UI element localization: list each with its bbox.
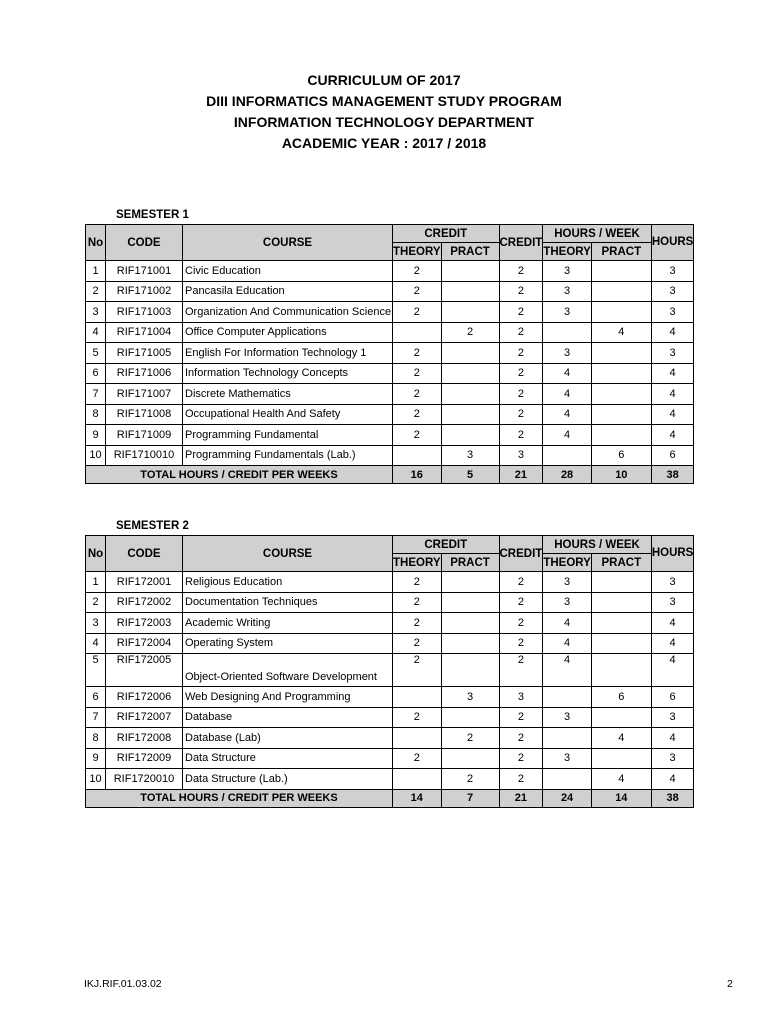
cell-credit-pract: 3 bbox=[441, 445, 499, 466]
cell-course: Civic Education bbox=[183, 261, 393, 282]
total-hours-theory: 24 bbox=[543, 789, 592, 807]
cell-hours: 3 bbox=[651, 343, 694, 364]
semester-1-table bbox=[85, 224, 694, 484]
cell-hours: 3 bbox=[651, 572, 694, 593]
cell-no: 2 bbox=[86, 592, 106, 613]
cell-credit-theory: 2 bbox=[393, 404, 442, 425]
cell-hours: 4 bbox=[651, 654, 694, 687]
cell-credit: 2 bbox=[499, 425, 543, 446]
cell-credit-pract: 2 bbox=[441, 728, 499, 749]
cell-hours: 3 bbox=[651, 302, 694, 323]
cell-hours: 3 bbox=[651, 281, 694, 302]
cell-credit: 2 bbox=[499, 322, 543, 343]
cell-course: Database (Lab) bbox=[183, 728, 393, 749]
cell-course: Programming Fundamentals (Lab.) bbox=[183, 445, 393, 466]
cell-hours-pract bbox=[591, 572, 651, 593]
cell-credit-pract bbox=[441, 425, 499, 446]
cell-no: 7 bbox=[86, 384, 106, 405]
cell-credit-pract bbox=[441, 281, 499, 302]
col-credit-pract: PRACT bbox=[441, 243, 499, 261]
semester-1-label: SEMESTER 1 bbox=[116, 209, 189, 221]
total-credit-pract: 5 bbox=[441, 466, 499, 484]
cell-hours-pract bbox=[591, 384, 651, 405]
cell-credit: 2 bbox=[499, 281, 543, 302]
table-row bbox=[86, 769, 694, 790]
cell-credit: 2 bbox=[499, 384, 543, 405]
cell-credit-theory: 2 bbox=[393, 261, 442, 282]
cell-course: Academic Writing bbox=[183, 613, 393, 634]
table-row bbox=[86, 363, 694, 384]
cell-credit-pract bbox=[441, 363, 499, 384]
table-row bbox=[86, 633, 694, 654]
cell-code: RIF171002 bbox=[106, 281, 183, 302]
cell-credit-theory bbox=[393, 687, 442, 708]
cell-hours: 4 bbox=[651, 322, 694, 343]
cell-credit-pract bbox=[441, 613, 499, 634]
cell-hours: 3 bbox=[651, 707, 694, 728]
cell-hours-theory bbox=[543, 687, 592, 708]
title-line-1: CURRICULUM OF 2017 bbox=[307, 72, 461, 88]
cell-code: RIF172005 bbox=[106, 654, 183, 687]
cell-code: RIF171008 bbox=[106, 404, 183, 425]
page-number: 2 bbox=[727, 978, 733, 990]
cell-credit: 2 bbox=[499, 592, 543, 613]
col-code: CODE bbox=[106, 225, 183, 261]
cell-code: RIF172001 bbox=[106, 572, 183, 593]
table-row bbox=[86, 322, 694, 343]
cell-course: Discrete Mathematics bbox=[183, 384, 393, 405]
cell-course: Religious Education bbox=[183, 572, 393, 593]
total-credit-theory: 16 bbox=[393, 466, 442, 484]
cell-no: 7 bbox=[86, 707, 106, 728]
cell-hours-pract bbox=[591, 425, 651, 446]
cell-hours: 6 bbox=[651, 445, 694, 466]
title-line-2: DIII INFORMATICS MANAGEMENT STUDY PROGRAM bbox=[206, 93, 562, 109]
col-hours-pract: PRACT bbox=[591, 243, 651, 261]
cell-credit-pract bbox=[441, 748, 499, 769]
cell-hours: 3 bbox=[651, 261, 694, 282]
cell-hours-pract: 4 bbox=[591, 769, 651, 790]
total-row bbox=[86, 466, 694, 484]
cell-credit-pract bbox=[441, 302, 499, 323]
cell-no: 2 bbox=[86, 281, 106, 302]
semester-2-label: SEMESTER 2 bbox=[116, 520, 189, 532]
cell-credit: 2 bbox=[499, 748, 543, 769]
col-credit-theory: THEORY bbox=[393, 243, 442, 261]
cell-hours-theory: 3 bbox=[543, 592, 592, 613]
title-line-3: INFORMATION TECHNOLOGY DEPARTMENT bbox=[233, 114, 535, 130]
cell-hours-theory: 4 bbox=[543, 613, 592, 634]
cell-course: Documentation Techniques bbox=[183, 592, 393, 613]
cell-no: 4 bbox=[86, 322, 106, 343]
cell-hours-pract bbox=[591, 592, 651, 613]
col-course: COURSE bbox=[183, 225, 393, 261]
cell-credit: 2 bbox=[499, 613, 543, 634]
col-hours-theory: THEORY bbox=[543, 243, 592, 261]
total-hours-theory: 28 bbox=[543, 466, 592, 484]
cell-course: Data Structure (Lab.) bbox=[183, 769, 393, 790]
cell-hours: 4 bbox=[651, 404, 694, 425]
cell-hours-theory: 3 bbox=[543, 748, 592, 769]
cell-hours-pract: 4 bbox=[591, 728, 651, 749]
cell-credit: 2 bbox=[499, 728, 543, 749]
cell-hours: 4 bbox=[651, 613, 694, 634]
cell-course: Programming Fundamental bbox=[183, 425, 393, 446]
table-row bbox=[86, 445, 694, 466]
cell-hours-pract: 4 bbox=[591, 322, 651, 343]
cell-credit: 2 bbox=[499, 572, 543, 593]
col-credit-group: CREDIT bbox=[393, 225, 500, 243]
cell-credit: 2 bbox=[499, 633, 543, 654]
cell-credit: 3 bbox=[499, 445, 543, 466]
col-hours-week-group: HOURS / WEEK bbox=[543, 536, 652, 554]
cell-credit-theory: 2 bbox=[393, 633, 442, 654]
table-row bbox=[86, 592, 694, 613]
cell-hours: 4 bbox=[651, 363, 694, 384]
cell-hours-theory: 3 bbox=[543, 707, 592, 728]
cell-code: RIF171006 bbox=[106, 363, 183, 384]
cell-hours: 6 bbox=[651, 687, 694, 708]
cell-code: RIF1720010 bbox=[106, 769, 183, 790]
cell-hours-pract bbox=[591, 633, 651, 654]
table-row bbox=[86, 425, 694, 446]
cell-credit: 2 bbox=[499, 654, 543, 687]
semester-2-table bbox=[85, 535, 694, 808]
cell-course: English For Information Technology 1 bbox=[183, 343, 393, 364]
cell-hours-theory bbox=[543, 769, 592, 790]
col-no: No bbox=[86, 536, 106, 572]
cell-code: RIF172007 bbox=[106, 707, 183, 728]
cell-no: 10 bbox=[86, 769, 106, 790]
col-credit-pract: PRACT bbox=[441, 554, 499, 572]
cell-code: RIF1710010 bbox=[106, 445, 183, 466]
table-row bbox=[86, 261, 694, 282]
col-code: CODE bbox=[106, 536, 183, 572]
table-row bbox=[86, 572, 694, 593]
cell-code: RIF172004 bbox=[106, 633, 183, 654]
cell-course: Data Structure bbox=[183, 748, 393, 769]
cell-no: 1 bbox=[86, 572, 106, 593]
col-credit: CREDIT bbox=[499, 536, 543, 572]
total-credit: 21 bbox=[499, 466, 543, 484]
cell-code: RIF172003 bbox=[106, 613, 183, 634]
cell-hours-pract bbox=[591, 707, 651, 728]
table-row bbox=[86, 654, 694, 687]
cell-credit: 2 bbox=[499, 707, 543, 728]
cell-credit-theory: 2 bbox=[393, 613, 442, 634]
cell-hours-theory: 3 bbox=[543, 343, 592, 364]
col-hours-week-group: HOURS / WEEK bbox=[543, 225, 652, 243]
header-row-1 bbox=[86, 536, 694, 554]
cell-no: 1 bbox=[86, 261, 106, 282]
total-row bbox=[86, 789, 694, 807]
table-row bbox=[86, 748, 694, 769]
cell-hours-pract: 6 bbox=[591, 445, 651, 466]
cell-credit-theory: 2 bbox=[393, 572, 442, 593]
cell-code: RIF171001 bbox=[106, 261, 183, 282]
total-hours-pract: 10 bbox=[591, 466, 651, 484]
cell-hours-pract bbox=[591, 363, 651, 384]
cell-hours-theory: 4 bbox=[543, 384, 592, 405]
cell-no: 10 bbox=[86, 445, 106, 466]
document-code: IKJ.RIF.01.03.02 bbox=[84, 978, 162, 990]
cell-credit-theory bbox=[393, 445, 442, 466]
total-label: TOTAL HOURS / CREDIT PER WEEKS bbox=[86, 789, 393, 807]
cell-credit-theory: 2 bbox=[393, 425, 442, 446]
cell-code: RIF172002 bbox=[106, 592, 183, 613]
cell-hours-theory: 3 bbox=[543, 572, 592, 593]
cell-no: 6 bbox=[86, 363, 106, 384]
cell-credit: 2 bbox=[499, 302, 543, 323]
title-line-4: ACADEMIC YEAR : 2017 / 2018 bbox=[281, 135, 487, 151]
cell-hours-pract bbox=[591, 281, 651, 302]
cell-hours-theory: 3 bbox=[543, 261, 592, 282]
cell-code: RIF171005 bbox=[106, 343, 183, 364]
cell-credit-theory: 2 bbox=[393, 281, 442, 302]
total-hours-pract: 14 bbox=[591, 789, 651, 807]
cell-hours: 4 bbox=[651, 728, 694, 749]
cell-no: 5 bbox=[86, 654, 106, 687]
cell-credit-pract bbox=[441, 343, 499, 364]
cell-code: RIF172008 bbox=[106, 728, 183, 749]
cell-course: Database bbox=[183, 707, 393, 728]
cell-no: 3 bbox=[86, 613, 106, 634]
cell-hours-theory: 3 bbox=[543, 281, 592, 302]
col-credit-theory: THEORY bbox=[393, 554, 442, 572]
table-row bbox=[86, 613, 694, 634]
cell-hours-pract bbox=[591, 654, 651, 687]
cell-hours: 4 bbox=[651, 769, 694, 790]
cell-code: RIF171009 bbox=[106, 425, 183, 446]
total-hours: 38 bbox=[651, 466, 694, 484]
table-row bbox=[86, 384, 694, 405]
cell-hours-theory bbox=[543, 728, 592, 749]
cell-credit-theory: 2 bbox=[393, 384, 442, 405]
cell-credit-theory bbox=[393, 322, 442, 343]
cell-hours-theory bbox=[543, 322, 592, 343]
cell-credit: 3 bbox=[499, 687, 543, 708]
cell-hours-theory: 4 bbox=[543, 425, 592, 446]
cell-no: 4 bbox=[86, 633, 106, 654]
cell-hours-pract bbox=[591, 302, 651, 323]
cell-credit: 2 bbox=[499, 404, 543, 425]
cell-credit-theory: 2 bbox=[393, 363, 442, 384]
cell-course: Object-Oriented Software Development bbox=[183, 654, 393, 687]
cell-course: Pancasila Education bbox=[183, 281, 393, 302]
col-hours-theory: THEORY bbox=[543, 554, 592, 572]
cell-hours-pract bbox=[591, 613, 651, 634]
col-hours-pract: PRACT bbox=[591, 554, 651, 572]
cell-hours-theory: 4 bbox=[543, 404, 592, 425]
cell-code: RIF172006 bbox=[106, 687, 183, 708]
table-row bbox=[86, 728, 694, 749]
cell-credit-theory bbox=[393, 728, 442, 749]
cell-course: Organization And Communication Science bbox=[183, 302, 393, 323]
cell-hours-pract bbox=[591, 261, 651, 282]
cell-credit: 2 bbox=[499, 343, 543, 364]
cell-hours-theory: 3 bbox=[543, 302, 592, 323]
table-row bbox=[86, 281, 694, 302]
header-row-1 bbox=[86, 225, 694, 243]
cell-credit-pract bbox=[441, 404, 499, 425]
col-hours: HOURS bbox=[651, 536, 694, 572]
col-course: COURSE bbox=[183, 536, 393, 572]
cell-hours: 3 bbox=[651, 748, 694, 769]
cell-credit: 2 bbox=[499, 363, 543, 384]
cell-code: RIF171004 bbox=[106, 322, 183, 343]
cell-credit-pract: 2 bbox=[441, 769, 499, 790]
cell-course: Information Technology Concepts bbox=[183, 363, 393, 384]
cell-credit-pract bbox=[441, 592, 499, 613]
table-row bbox=[86, 302, 694, 323]
col-no: No bbox=[86, 225, 106, 261]
cell-credit-pract bbox=[441, 261, 499, 282]
cell-credit: 2 bbox=[499, 261, 543, 282]
total-label: TOTAL HOURS / CREDIT PER WEEKS bbox=[86, 466, 393, 484]
cell-credit: 2 bbox=[499, 769, 543, 790]
col-credit-group: CREDIT bbox=[393, 536, 500, 554]
cell-no: 8 bbox=[86, 728, 106, 749]
document-title bbox=[0, 70, 768, 154]
total-credit-pract: 7 bbox=[441, 789, 499, 807]
cell-credit-theory: 2 bbox=[393, 748, 442, 769]
cell-credit-pract: 3 bbox=[441, 687, 499, 708]
cell-credit-pract bbox=[441, 654, 499, 687]
table-row bbox=[86, 404, 694, 425]
cell-hours-pract bbox=[591, 343, 651, 364]
cell-hours-theory: 4 bbox=[543, 363, 592, 384]
cell-code: RIF172009 bbox=[106, 748, 183, 769]
total-hours: 38 bbox=[651, 789, 694, 807]
cell-credit-pract bbox=[441, 707, 499, 728]
cell-credit-theory: 2 bbox=[393, 302, 442, 323]
cell-hours: 4 bbox=[651, 384, 694, 405]
cell-credit-theory: 2 bbox=[393, 592, 442, 613]
table-row bbox=[86, 687, 694, 708]
total-credit-theory: 14 bbox=[393, 789, 442, 807]
col-hours: HOURS bbox=[651, 225, 694, 261]
cell-credit-theory: 2 bbox=[393, 343, 442, 364]
cell-course: Operating System bbox=[183, 633, 393, 654]
cell-hours: 4 bbox=[651, 633, 694, 654]
table-row bbox=[86, 343, 694, 364]
cell-no: 8 bbox=[86, 404, 106, 425]
cell-credit-pract bbox=[441, 633, 499, 654]
cell-hours-theory: 4 bbox=[543, 654, 592, 687]
cell-no: 5 bbox=[86, 343, 106, 364]
col-credit: CREDIT bbox=[499, 225, 543, 261]
total-credit: 21 bbox=[499, 789, 543, 807]
cell-credit-pract: 2 bbox=[441, 322, 499, 343]
cell-credit-pract bbox=[441, 384, 499, 405]
cell-credit-pract bbox=[441, 572, 499, 593]
cell-course: Office Computer Applications bbox=[183, 322, 393, 343]
cell-credit-theory: 2 bbox=[393, 707, 442, 728]
cell-no: 6 bbox=[86, 687, 106, 708]
cell-credit-theory bbox=[393, 769, 442, 790]
cell-hours-pract bbox=[591, 748, 651, 769]
cell-credit-theory: 2 bbox=[393, 654, 442, 687]
cell-hours-theory bbox=[543, 445, 592, 466]
table-row bbox=[86, 707, 694, 728]
cell-no: 3 bbox=[86, 302, 106, 323]
cell-hours: 3 bbox=[651, 592, 694, 613]
cell-no: 9 bbox=[86, 748, 106, 769]
cell-code: RIF171007 bbox=[106, 384, 183, 405]
cell-course: Occupational Health And Safety bbox=[183, 404, 393, 425]
cell-code: RIF171003 bbox=[106, 302, 183, 323]
cell-no: 9 bbox=[86, 425, 106, 446]
cell-course: Web Designing And Programming bbox=[183, 687, 393, 708]
cell-hours-pract bbox=[591, 404, 651, 425]
cell-hours-pract: 6 bbox=[591, 687, 651, 708]
cell-hours-theory: 4 bbox=[543, 633, 592, 654]
cell-hours: 4 bbox=[651, 425, 694, 446]
